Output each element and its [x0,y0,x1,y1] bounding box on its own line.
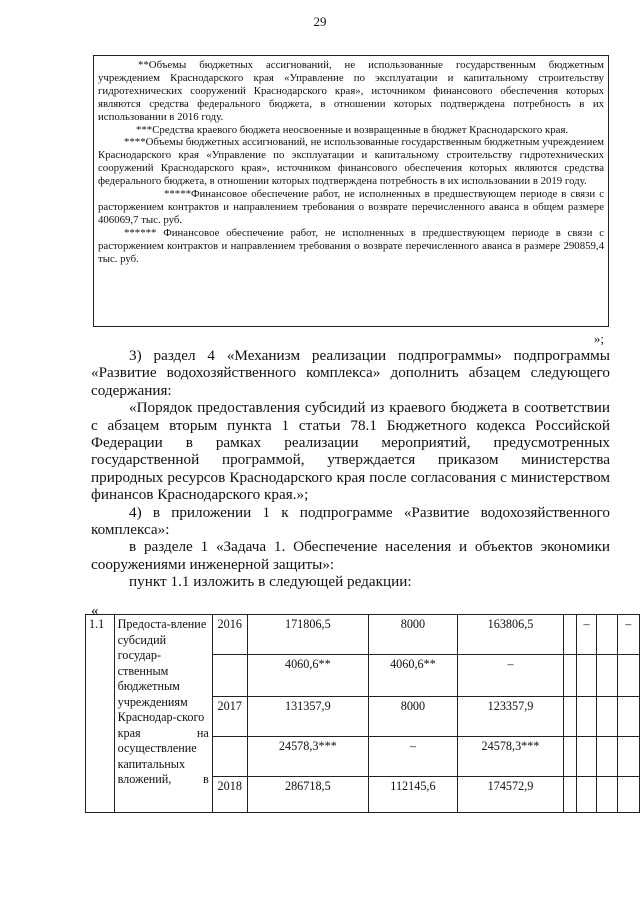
year-cell [212,737,247,777]
federal-cell: 8000 [369,615,458,655]
extra-cell-h [617,737,639,777]
year-cell: 2017 [212,697,247,737]
funding-table [85,614,640,813]
regional-cell: 123357,9 [457,697,563,737]
federal-cell: – [369,737,458,777]
year-cell [212,655,247,697]
extra-cell-e [564,777,577,813]
extra-cell-g [597,615,617,655]
extra-cell-f [576,697,597,737]
extra-cell-e [564,615,577,655]
page-number: 29 [313,14,327,29]
total-cell: 171806,5 [247,615,368,655]
footnote-5-star: *****Финансовое обеспечение работ, не исполненных в предшествующем периоде в связи с расторжением контрактов и направлением требования о возврате перечисленного аванса в общем размере 406069,7 тыс. руб. [98,188,604,226]
extra-cell-g [597,737,617,777]
description-cell [114,615,212,813]
paragraph-quote: «Порядок предоставления субсидий из краевого бюджета в соответствии с абзацем вторым пункта 1 статьи 78.1 Бюджетного кодекса Российской Федерации в рамках реализации мероприятий, предусмотренных государственной программой, утверждается приказом министерства природных ресурсов Краснодарского края после согласования с министерством финансов Краснодарского края.»; [91,399,610,504]
footnote-3-star: ***Средства краевого бюджета неосвоенные и возвращенные в бюджет Краснодарского края. [136,123,569,136]
extra-cell-f [576,737,597,777]
footnote-4-star: ****Объемы бюджетных ассигнований, не использованные государственным бюджетным учреждением Краснодарского края «Управление по эксплуатации и капитальному строительству гидротехнических сооружений Краснодарского края», источником финансового обеспечения которых являются средства федерального бюджета, в отношении которых подтверждена потребность в их использовании в 2019 году. [98,136,604,188]
year-cell: 2016 [212,615,247,655]
extra-cell-g [597,777,617,813]
paragraph-section: в разделе 1 «Задача 1. Обеспечение населения и объектов экономики сооружениями инженерной защиты»: [91,538,610,573]
footnote-2-star: **Объемы бюджетных ассигнований, не использованные государственным бюджетным учреждением Краснодарского края «Управление по эксплуатации и капитальному строительству гидротехнических сооружений Краснодарского края», источником финансового обеспечения которых являются средства федерального бюджета, в отношении которых подтверждена потребность в их использовании в 2016 году. [98,59,604,123]
federal-cell: 112145,6 [369,777,458,813]
regional-cell: 163806,5 [457,615,563,655]
extra-cell-g [597,697,617,737]
extra-cell-f [576,777,597,813]
extra-cell-e [564,737,577,777]
total-cell: 24578,3*** [247,737,368,777]
paragraph-item-4: 4) в приложении 1 к подпрограмме «Развитие водохозяйственного комплекса»: [91,503,610,539]
regional-cell: 174572,9 [457,777,563,813]
regional-cell: – [457,655,563,697]
paragraph-item-3: 3) раздел 4 «Механизм реализации подпрограммы» подпрограммы «Развитие водохозяйственного комплекса» дополнить абзацем следующего содержания: [91,347,610,399]
total-cell: 4060,6** [247,655,368,697]
extra-cell-g [597,655,617,697]
row-number-cell: 1.1 [86,615,115,813]
regional-cell: 24578,3*** [457,737,563,777]
extra-cell-h [617,655,639,697]
description-text: Предоста-вление субсидий государ-ственным бюджетным учреждениям Краснодар-ского края на осуществление капитальных вложений, в [117,617,209,786]
extra-cell-h [617,697,639,737]
extra-cell-h: – [617,615,639,655]
total-cell: 286718,5 [247,777,368,813]
total-cell: 131357,9 [247,697,368,737]
main-text [91,347,610,591]
quote-open-mark: « [91,603,99,619]
extra-cell-e [564,655,577,697]
table-row [86,615,640,655]
paragraph-item-instruction: пункт 1.1 изложить в следующей редакции: [129,573,412,591]
closing-mark: »; [593,331,604,346]
extra-cell-e [564,697,577,737]
footnote-6-star: ****** Финансовое обеспечение работ, не исполненных в предшествующем периоде в связи с расторжением контрактов и направлением требования о возврате перечисленного аванса в размере 290859,4 тыс. руб. [98,226,604,265]
extra-cell-h [617,777,639,813]
extra-cell-f [576,655,597,697]
federal-cell: 4060,6** [369,655,458,697]
federal-cell: 8000 [369,697,458,737]
year-cell: 2018 [212,777,247,813]
extra-cell-f: – [576,615,597,655]
footnotes-box [93,55,609,327]
